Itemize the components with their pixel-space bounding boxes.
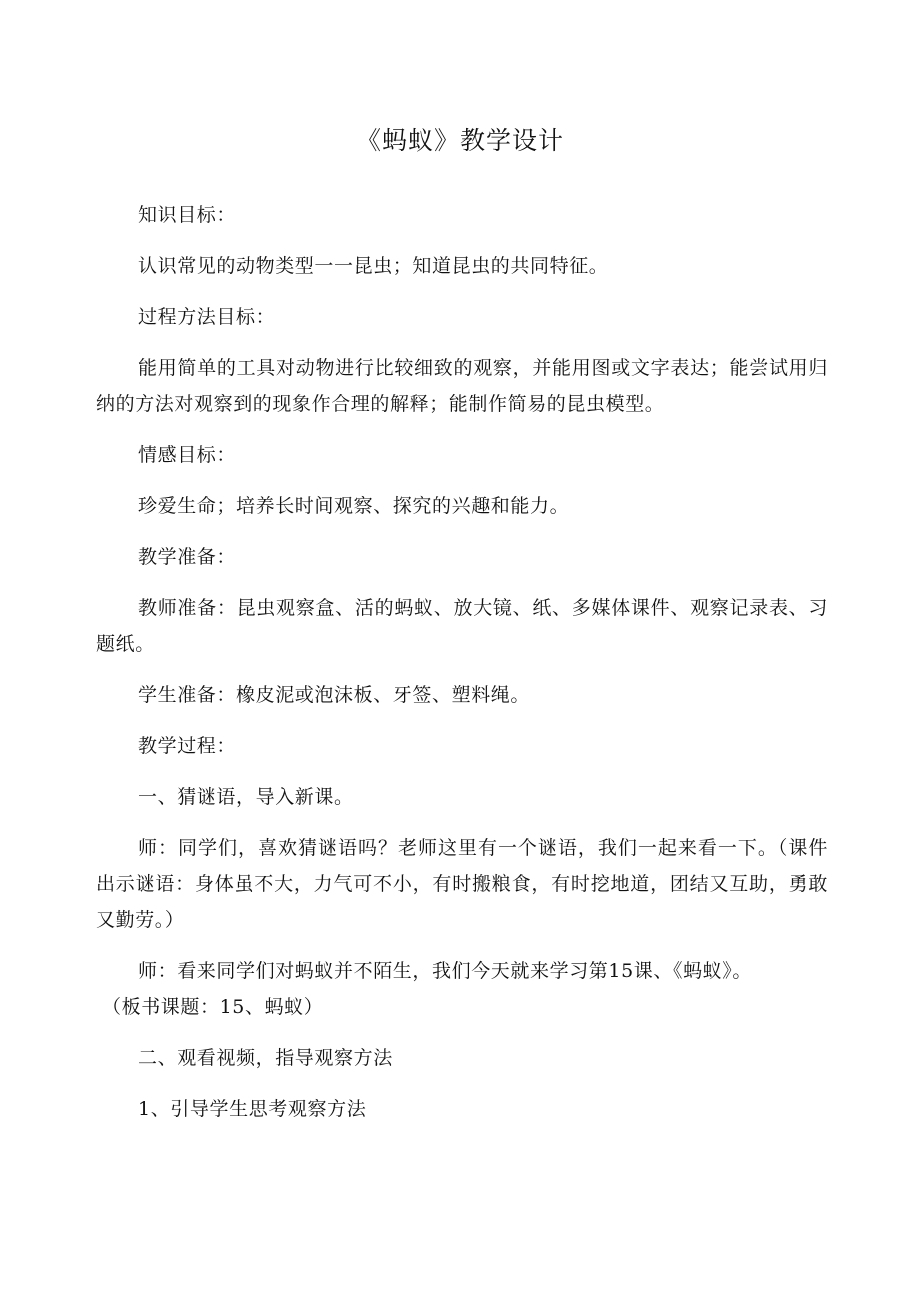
paragraph-student-prep: 学生准备：橡皮泥或泡沫板、牙签、塑料绳。 bbox=[138, 684, 531, 706]
section-two-heading: 二、观看视频，指导观察方法 bbox=[138, 1047, 393, 1069]
subsection-one-heading: 1、引导学生思考观察方法 bbox=[138, 1098, 367, 1120]
paragraph-board-title: （板书课题：15、蚂蚁） bbox=[102, 996, 324, 1018]
document-title: 《蚂蚁》教学设计 bbox=[355, 126, 564, 155]
paragraph-emotion-goal: 珍爱生命；培养长时间观察、探究的兴趣和能力。 bbox=[138, 495, 570, 517]
heading-teaching-prep: 教学准备： bbox=[138, 546, 237, 568]
paragraph-lesson-intro: 师：看来同学们对蚂蚁并不陌生，我们今天就来学习第15课、《蚂蚁》。 bbox=[138, 960, 752, 982]
paragraph-knowledge-goal: 认识常见的动物类型一一昆虫；知道昆虫的共同特征。 bbox=[138, 255, 609, 277]
paragraph-riddle: 师：同学们，喜欢猜谜语吗？老师这里有一个谜语，我们一起来看一下。（课件出示谜语：身体虽不大，力气可不小，有时搬粮食，有时挖地道，团结又互助，勇敢又勤劳。） bbox=[96, 837, 828, 931]
paragraph-teacher-prep: 教师准备：昆虫观察盒、活的蚂蚁、放大镜、纸、多媒体课件、观察记录表、习题纸。 bbox=[96, 597, 828, 655]
heading-process-goal: 过程方法目标： bbox=[138, 306, 276, 328]
section-one-heading: 一、猜谜语，导入新课。 bbox=[138, 786, 354, 808]
paragraph-process-goal: 能用简单的工具对动物进行比较细致的观察，并能用图或文字表达；能尝试用归纳的方法对观察到的现象作合理的解释；能制作简易的昆虫模型。 bbox=[96, 357, 828, 415]
heading-teaching-process: 教学过程： bbox=[138, 735, 237, 757]
heading-emotion-goal: 情感目标： bbox=[138, 444, 237, 466]
document-body bbox=[96, 197, 828, 1142]
heading-knowledge-goal: 知识目标： bbox=[138, 204, 237, 226]
